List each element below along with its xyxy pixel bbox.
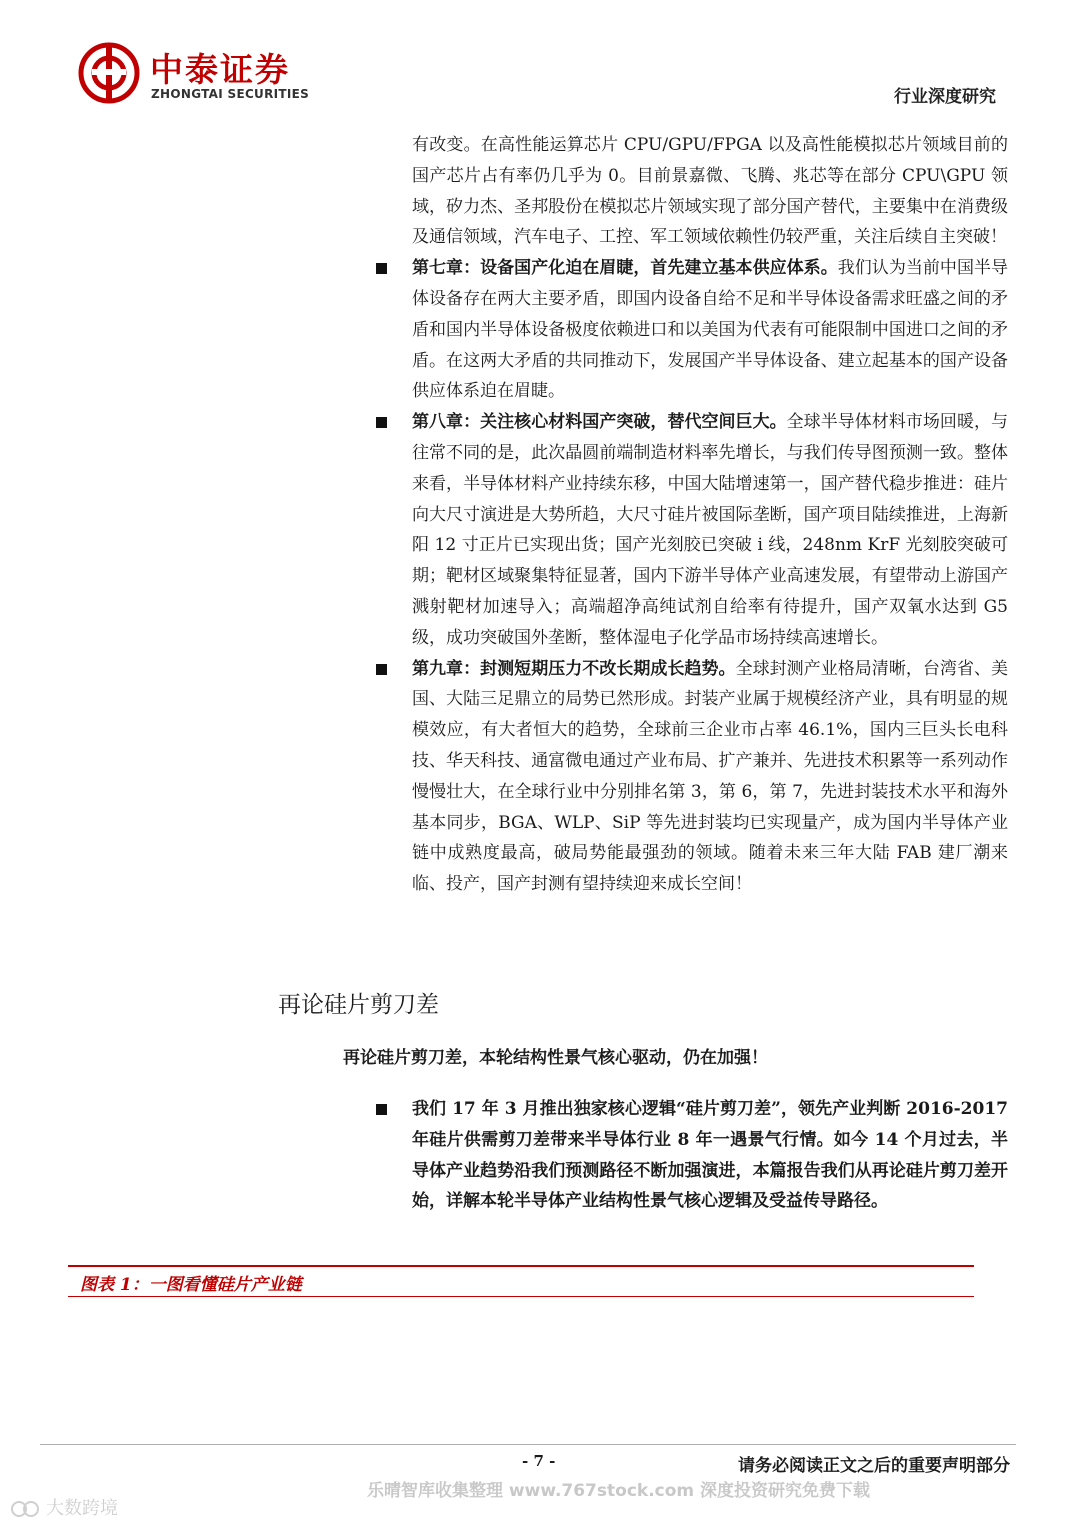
chapter-list <box>376 130 1008 900</box>
chapter-9-text: 全球封测产业格局清晰，台湾省、美国、大陆三足鼎立的局势已然形成。封装产业属于规模经济产业，具有明显的规模效应，有大者恒大的趋势，全球前三企业市占率 46.1%，国内三巨头长电科技、华天科技、通富微电通过产业布局、扩产兼并、先进技术积累等一系列动作慢慢壮大，在全球行业中分别排名第 3，第 6，第 7，先进封装技术水平和海外基本同步，BGA、WLP、SiP 等先进封装均已实现量产，成为国内半导体产业链中成熟度最高，破局势能最强劲的领域。随着未来三年大陆 FAB 建厂潮来临、投产，国产封测有望持续迎来成长空间！ <box>412 658 1009 895</box>
chapter-8-paragraph <box>376 407 1008 653</box>
chapter-7-paragraph <box>376 253 1008 407</box>
corner-brand <box>10 1494 118 1520</box>
brand-logo-icon <box>10 1499 40 1519</box>
figure-caption: 图表 1：一图看懂硅片产业链 <box>80 1275 302 1295</box>
watermark-text: 乐晴智库收集整理 www.767stock.com 深度投资研究免费下载 <box>367 1481 871 1501</box>
bullet-icon <box>376 664 387 675</box>
figure-top-rule <box>68 1265 974 1267</box>
section-bullet-text: 我们 17 年 3 月推出独家核心逻辑“硅片剪刀差”，领先产业判断 2016-2017 年硅片供需剪刀差带来半导体行业 8 年一遇景气行情。如今 14 个月过去，半导体产业趋势沿我们预测路径不断加强演进，本篇报告我们从再论硅片剪刀差开始，详解本轮半导体产业结构性景气核心逻辑及受益传导路径。 <box>412 1099 1008 1212</box>
chapter-7-title: 第七章：设备国产化迫在眉睫，首先建立基本供应体系。 <box>412 258 838 279</box>
corner-brand-text: 大数跨境 <box>46 1498 118 1519</box>
section-title: 再论硅片剪刀差 <box>278 992 439 1018</box>
disclaimer-text: 请务必阅读正文之后的重要声明部分 <box>738 1456 1010 1476</box>
report-type-label: 行业深度研究 <box>894 87 996 107</box>
chapter-9-title: 第九章：封测短期压力不改长期成长趋势。 <box>412 658 736 679</box>
logo-chinese-name: 中泰证券 <box>150 50 290 89</box>
chapter-8-text: 全球半导体材料市场回暖，与往常不同的是，此次晶圆前端制造材料率先增长，与我们传导图预测一致。整体来看，半导体材料产业持续东移，中国大陆增速第一，国产替代稳步推进：硅片向大尺寸演进是大势所趋，大尺寸硅片被国际垄断，国产项目陆续推进，上海新阳 12 寸正片已实现出货；国产光刻胶已突破 i 线，248nm KrF 光刻胶突破可期；靶材区域聚集特征显著，国内下游半导体产业高速发展，有望带动上游国产溅射靶材加速导入；高端超净高纯试剂自给率有待提升，国产双氧水达到 G5 级，成功突破国外垄断，整体湿电子化学品市场持续高速增长。 <box>412 412 1009 648</box>
section-bullet-paragraph <box>376 1094 1008 1217</box>
bullet-icon <box>376 1104 387 1115</box>
chapter-9-paragraph <box>376 654 1008 900</box>
section-lead: 再论硅片剪刀差，本轮结构性景气核心驱动，仍在加强！ <box>343 1048 768 1068</box>
figure-bottom-rule <box>68 1296 974 1297</box>
intro-paragraph <box>376 130 1008 253</box>
chapter-8-title: 第八章：关注核心材料国产突破，替代空间巨大。 <box>412 412 787 433</box>
section-body <box>376 1094 1008 1217</box>
intro-text: 有改变。在高性能运算芯片 CPU/GPU/FPGA 以及高性能模拟芯片领域目前的国产芯片占有率仍几乎为 0。目前景嘉微、飞腾、兆芯等在部分 CPU\GPU 领域，矽力杰、圣邦股份在模拟芯片领域实现了部分国产替代，主要集中在消费级及通信领域，汽车电子、工控、军工领域依赖性仍较严重，关注后续自主突破！ <box>412 135 1008 248</box>
bullet-icon <box>376 417 387 428</box>
bullet-icon <box>376 263 387 274</box>
footer-rule <box>40 1444 1016 1445</box>
logo-mark-icon <box>78 42 140 104</box>
page-number: - 7 - <box>522 1452 556 1470</box>
logo-english-name: ZHONGTAI SECURITIES <box>151 87 310 101</box>
company-logo <box>78 42 328 106</box>
chapter-7-text: 我们认为当前中国半导体设备存在两大主要矛盾，即国内设备自给不足和半导体设备需求旺盛之间的矛盾和国内半导体设备极度依赖进口和以美国为代表有可能限制中国进口之间的矛盾。在这两大矛盾的共同推动下，发展国产半导体设备、建立起基本的国产设备供应体系迫在眉睫。 <box>412 258 1008 402</box>
